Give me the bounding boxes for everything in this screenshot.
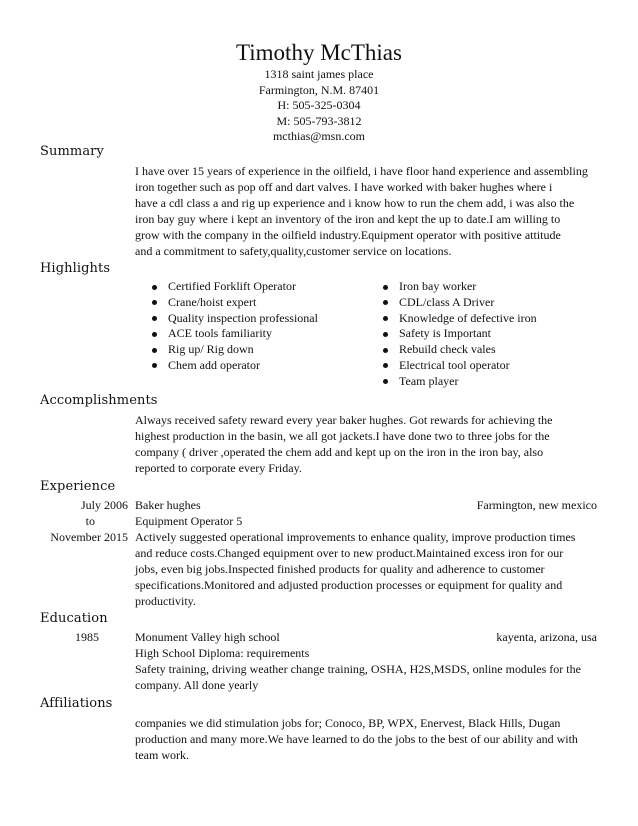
list-item [383,326,537,342]
experience-line: jobs, even big jobs.Inspected finished products for quality and adherence to customer [135,562,545,576]
education-text [135,645,605,693]
list-item-label: Knowledge of defective iron [399,310,537,325]
list-item-label: Safety is Important [399,326,491,341]
experience-header-row [135,497,597,513]
accomplishments-line: highest production in the basin, we all got jackets.I have done two to three jobs for the [135,429,550,443]
list-item [383,374,537,390]
section-title-accomplishments: Accomplishments [40,393,158,408]
summary-line: have a cdl class a and rig up experience and i know how to run the chem add, i was also the [135,196,575,210]
education-line: company. All done yearly [135,678,259,692]
section-title-experience: Experience [40,479,116,494]
date-separator: to [85,514,95,528]
experience-line: specifications.Monitored and adjusted production processes or equipment for quality and [135,578,563,592]
bullet-icon [152,285,157,290]
bullet-icon [383,348,388,353]
school-location: kayenta, arizona, usa [496,630,597,644]
school-name: Monument Valley high school [135,630,280,644]
list-item [152,295,318,311]
email: mcthias@msn.com [272,129,366,143]
home-phone: H: 505-325-0304 [277,98,361,112]
degree: High School Diploma: requirements [135,646,310,660]
affiliations-line: production and many more.We have learned to do the jobs to the best of our ability and with [135,732,578,746]
list-item [383,311,537,327]
list-item-label: Iron bay worker [399,279,477,293]
experience-text [135,513,605,609]
accomplishments-text [135,412,605,476]
section-title-highlights: Highlights [40,261,111,276]
summary-text [135,163,605,259]
list-item-label: Quality inspection professional [168,310,318,325]
section-title-affiliations: Affiliations [40,696,113,711]
city-state-zip: Farmington, N.M. 87401 [258,82,380,97]
summary-line: I have over 15 years of experience in the oilfield, i have floor hand experience and assembling [135,164,588,178]
bullet-icon [152,300,157,305]
bullet-icon [383,379,388,384]
list-item [152,326,318,342]
list-item [383,342,537,358]
contact-block [0,67,638,145]
bullet-icon [152,363,157,368]
affiliations-text [135,715,605,763]
graduation-year: 1985 [75,630,99,644]
list-item-label: Electrical tool operator [399,357,510,372]
summary-line: and a commitment to safety,quality,customer service on locations. [135,244,452,258]
accomplishments-line: company ( driver ,operated the chem add and kept up on the iron in the iron bay, also [135,445,544,459]
bullet-icon [383,300,388,305]
education-header-row [135,629,597,645]
highlights-right-list [383,279,537,390]
company-location: Farmington, new mexico [476,498,597,512]
list-item [152,279,318,295]
experience-line: Actively suggested operational improvements to enhance quality, improve production times [135,530,576,544]
education-year [7,629,99,645]
highlights-left-list [152,279,318,374]
education-line: Safety training, driving weather change training, OSHA, H2S,MSDS, online modules for the [135,662,581,676]
list-item-label: Certified Forklift Operator [168,279,296,293]
list-item [383,295,537,311]
section-title-summary: Summary [40,144,104,159]
affiliations-line: companies we did stimulation jobs for; Conoco, BP, WPX, Enervest, Black Hills, Dugan [135,716,561,730]
bullet-icon [152,332,157,337]
list-item-label: ACE tools familiarity [168,326,272,341]
list-item [152,342,318,358]
list-item-label: Rebuild check vales [399,342,496,357]
accomplishments-line: reported to corporate every Friday. [135,461,302,475]
date-start: July 2006 [80,498,128,512]
experience-line: and reduce costs.Changed equipment over to new product.Maintained excess iron for our [135,546,564,560]
accomplishments-line: Always received safety reward every year baker hughes. Got rewards for achieving the [135,413,553,427]
job-title: Equipment Operator 5 [135,514,243,528]
date-end: November 2015 [50,530,128,544]
list-item-label: Team player [399,373,459,388]
candidate-name: Timothy McThias [236,40,402,65]
address: 1318 saint james place [264,67,374,81]
list-item-label: Crane/hoist expert [168,294,257,309]
bullet-icon [152,316,157,321]
list-item [152,311,318,327]
list-item-label: Rig up/ Rig down [168,342,254,357]
summary-line: iron together such as pop off and dart valves. I have worked with baker hughes where i [135,180,553,194]
bullet-icon [383,332,388,337]
bullet-icon [383,285,388,290]
mobile-phone: M: 505-793-3812 [276,113,362,128]
bullet-icon [383,316,388,321]
bullet-icon [383,363,388,368]
list-item-label: CDL/class A Driver [399,294,495,309]
affiliations-line: team work. [135,748,189,762]
summary-line: iron bay guy where i kept an inventory of the iron and kept the up to date.I am willing to [135,212,561,226]
list-item [152,358,318,374]
list-item [383,279,537,295]
experience-line: productivity. [135,594,196,608]
bullet-icon [152,348,157,353]
company-name: Baker hughes [135,498,201,512]
section-title-education: Education [40,611,108,626]
summary-line: grow with the company in the oilfield industry.Equipment operator with positive attitude [135,228,561,242]
experience-dates [36,497,128,545]
list-item-label: Chem add operator [168,357,260,372]
list-item [383,358,537,374]
